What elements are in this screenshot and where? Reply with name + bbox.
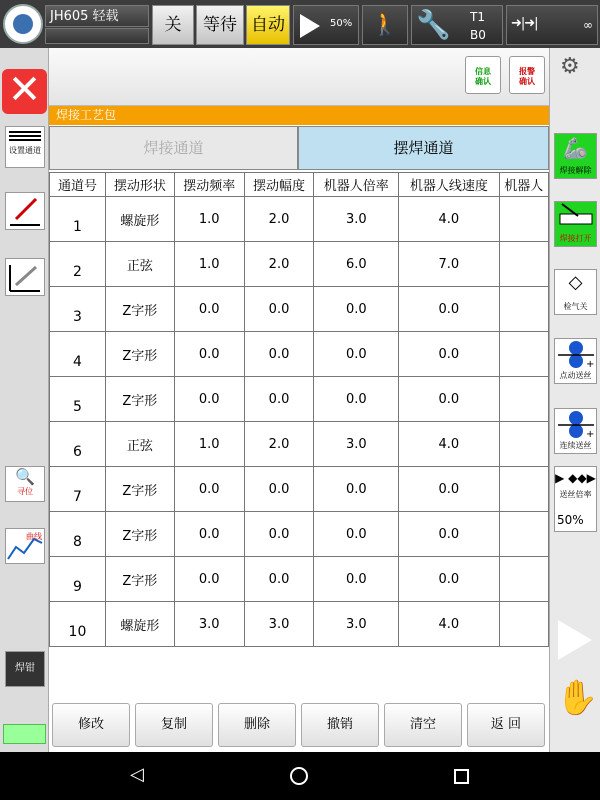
svg-text:+: +: [585, 429, 594, 439]
hand-icon[interactable]: ✋: [556, 678, 599, 718]
play-icon[interactable]: [558, 620, 592, 660]
cell-robot-speed[interactable]: 0.0: [399, 287, 500, 332]
cell-amplitude[interactable]: 2.0: [244, 422, 314, 467]
cell-frequency[interactable]: 1.0: [174, 242, 244, 287]
channel-table-container[interactable]: [49, 172, 549, 694]
shelf-button[interactable]: 焊钳: [5, 651, 45, 687]
table-header-row: [50, 173, 549, 197]
cell-shape[interactable]: Z字形: [105, 467, 174, 512]
cell-amplitude[interactable]: 0.0: [244, 287, 314, 332]
wrench-icon: 🔧: [416, 8, 451, 41]
cell-amplitude[interactable]: 0.0: [244, 332, 314, 377]
cell-robot-more[interactable]: [499, 287, 548, 332]
cell-robot-speed[interactable]: 7.0: [399, 242, 500, 287]
table-row[interactable]: [50, 287, 549, 332]
weld-angle-icon[interactable]: [5, 258, 45, 296]
cell-channel[interactable]: 2: [50, 242, 106, 287]
svg-text:+: +: [585, 359, 594, 369]
tab-bar: [49, 126, 549, 170]
cell-frequency[interactable]: 0.0: [174, 287, 244, 332]
robot-arm-icon[interactable]: ⚙: [560, 54, 580, 79]
menu-lines-icon: [9, 131, 41, 141]
weld-bead-icon: [556, 202, 596, 230]
back-nav-icon[interactable]: ◁: [130, 764, 144, 785]
cell-robot-rate[interactable]: 0.0: [314, 557, 399, 602]
cell-shape[interactable]: Z字形: [105, 557, 174, 602]
cell-shape[interactable]: 正弦: [105, 422, 174, 467]
wait-button[interactable]: 等待: [196, 5, 244, 45]
table-row[interactable]: [50, 242, 549, 287]
cell-robot-rate[interactable]: 6.0: [314, 242, 399, 287]
left-sidebar: [0, 48, 49, 752]
col-header-robot-rate: 机器人倍率: [314, 173, 399, 197]
off-button[interactable]: 关: [152, 5, 194, 45]
cell-robot-more[interactable]: [499, 422, 548, 467]
col-header-amplitude: 摆动幅度: [244, 173, 314, 197]
cell-shape[interactable]: 正弦: [105, 242, 174, 287]
cell-amplitude[interactable]: 0.0: [244, 467, 314, 512]
cell-shape[interactable]: Z字形: [105, 332, 174, 377]
step-run-icon: ➜|➜|: [511, 16, 538, 31]
search-label: 寻位: [17, 487, 33, 496]
cell-robot-more[interactable]: [499, 512, 548, 557]
cell-shape[interactable]: Z字形: [105, 512, 174, 557]
continuous-feed-button[interactable]: [554, 408, 597, 454]
curve-button[interactable]: [5, 528, 45, 564]
play-icon: [300, 14, 320, 38]
cell-shape[interactable]: Z字形: [105, 377, 174, 422]
cell-channel[interactable]: 10: [50, 602, 106, 647]
cell-robot-speed[interactable]: 0.0: [399, 377, 500, 422]
gas-nozzle-icon: ◇: [568, 272, 583, 293]
cell-channel[interactable]: 1: [50, 197, 106, 242]
cell-channel[interactable]: 8: [50, 512, 106, 557]
table-row[interactable]: [50, 467, 549, 512]
cell-frequency[interactable]: 1.0: [174, 197, 244, 242]
channel-table: [49, 172, 549, 647]
undo-button[interactable]: 撤销: [301, 703, 379, 747]
right-sidebar: [549, 48, 600, 752]
table-row[interactable]: [50, 377, 549, 422]
cell-amplitude[interactable]: 2.0: [244, 197, 314, 242]
col-header-robot-speed: 机器人线速度: [399, 173, 500, 197]
jog-feed-label: 点动送丝: [559, 371, 592, 380]
weld-open-button[interactable]: [554, 201, 597, 247]
cell-channel[interactable]: 3: [50, 287, 106, 332]
cell-robot-speed[interactable]: 4.0: [399, 422, 500, 467]
cell-robot-more[interactable]: [499, 602, 548, 647]
weld-release-button[interactable]: [554, 133, 597, 179]
magnifier-icon: 🔍: [15, 467, 35, 486]
home-nav-icon[interactable]: [290, 767, 308, 785]
robot-arm-icon: 🦾: [563, 136, 588, 160]
cell-robot-more[interactable]: [499, 467, 548, 512]
info-confirm-button[interactable]: 信息 确认: [465, 56, 501, 94]
gas-check-button[interactable]: [554, 269, 597, 315]
cell-robot-rate[interactable]: 0.0: [314, 287, 399, 332]
weld-open-label: 焊接打开: [559, 234, 592, 243]
loop-count: ∞: [583, 18, 593, 32]
cell-amplitude[interactable]: 0.0: [244, 512, 314, 557]
cell-frequency[interactable]: 0.0: [174, 557, 244, 602]
feed-rate-value: 50%: [557, 513, 584, 527]
cell-frequency[interactable]: 1.0: [174, 422, 244, 467]
cell-robot-rate[interactable]: 0.0: [314, 332, 399, 377]
cell-robot-speed[interactable]: 4.0: [399, 197, 500, 242]
cell-robot-speed[interactable]: 0.0: [399, 332, 500, 377]
cell-robot-more[interactable]: [499, 242, 548, 287]
tab-swing-weld-channel[interactable]: 摆焊通道: [298, 126, 549, 170]
curve-label: 曲线: [26, 532, 42, 541]
copy-button[interactable]: 复制: [135, 703, 213, 747]
cell-robot-more[interactable]: [499, 332, 548, 377]
wire-feed-icon: [556, 409, 596, 439]
col-header-robot-more: 机器人: [499, 173, 548, 197]
cell-robot-more[interactable]: [499, 377, 548, 422]
cell-robot-rate[interactable]: 0.0: [314, 467, 399, 512]
cell-frequency[interactable]: 0.0: [174, 332, 244, 377]
walk-icon[interactable]: 🚶: [362, 5, 408, 45]
delete-button[interactable]: 删除: [218, 703, 296, 747]
cell-shape[interactable]: 螺旋形: [105, 197, 174, 242]
cell-robot-more[interactable]: [499, 197, 548, 242]
cell-channel[interactable]: 9: [50, 557, 106, 602]
back-button[interactable]: 返 回: [467, 703, 545, 747]
table-row[interactable]: [50, 197, 549, 242]
table-row[interactable]: [50, 557, 549, 602]
col-header-shape: 摆动形状: [105, 173, 174, 197]
col-header-channel: 通道号: [50, 173, 106, 197]
cell-channel[interactable]: 6: [50, 422, 106, 467]
table-row[interactable]: [50, 602, 549, 647]
cell-robot-rate[interactable]: 3.0: [314, 197, 399, 242]
wire-feed-icon: [556, 339, 596, 369]
run-mode-button[interactable]: [506, 5, 598, 45]
logo-icon[interactable]: [3, 4, 43, 44]
bottom-button-bar: [49, 703, 549, 747]
cell-robot-rate[interactable]: 3.0: [314, 602, 399, 647]
jog-feed-button[interactable]: [554, 338, 597, 384]
speed-value: 50%: [330, 18, 353, 29]
cell-robot-speed[interactable]: 0.0: [399, 467, 500, 512]
table-row[interactable]: [50, 332, 549, 377]
close-icon[interactable]: ✕: [2, 69, 47, 114]
feed-rate-button[interactable]: [554, 466, 597, 532]
speed-button[interactable]: [293, 5, 359, 45]
clear-button[interactable]: 清空: [384, 703, 462, 747]
cell-robot-speed[interactable]: 0.0: [399, 512, 500, 557]
continuous-feed-label: 连续送丝: [559, 441, 592, 450]
section-title: 焊接工艺包: [49, 106, 549, 125]
search-position-button[interactable]: [5, 466, 45, 502]
set-channel-button[interactable]: [5, 126, 45, 168]
cell-robot-speed[interactable]: 4.0: [399, 602, 500, 647]
cell-robot-speed[interactable]: 0.0: [399, 557, 500, 602]
weld-torch-icon[interactable]: [5, 192, 45, 230]
robot-name: JH605 轻载: [45, 5, 149, 27]
tool-number: T1: [470, 10, 485, 24]
robot-status-field: [45, 28, 149, 44]
table-row[interactable]: [50, 422, 549, 467]
main-panel: [49, 48, 549, 752]
cell-channel[interactable]: 7: [50, 467, 106, 512]
message-bar: [49, 48, 549, 106]
cell-shape[interactable]: 螺旋形: [105, 602, 174, 647]
cell-channel[interactable]: 4: [50, 332, 106, 377]
alarm-confirm-button[interactable]: 报警 确认: [509, 56, 545, 94]
android-nav-bar: [0, 752, 600, 800]
gas-check-label: 检气关: [563, 302, 588, 311]
col-header-frequency: 摆动频率: [174, 173, 244, 197]
cell-frequency[interactable]: 0.0: [174, 512, 244, 557]
cell-frequency[interactable]: 0.0: [174, 377, 244, 422]
cell-amplitude[interactable]: 3.0: [244, 602, 314, 647]
tab-weld-channel[interactable]: 焊接通道: [49, 126, 298, 170]
feed-rate-label: 送丝倍率: [559, 490, 592, 499]
cell-amplitude[interactable]: 0.0: [244, 377, 314, 422]
cell-channel[interactable]: 5: [50, 377, 106, 422]
cell-robot-rate[interactable]: 0.0: [314, 512, 399, 557]
table-row[interactable]: [50, 512, 549, 557]
cell-frequency[interactable]: 3.0: [174, 602, 244, 647]
cell-shape[interactable]: Z字形: [105, 287, 174, 332]
base-number: B0: [470, 28, 486, 42]
cell-robot-rate[interactable]: 0.0: [314, 377, 399, 422]
recent-apps-icon[interactable]: [454, 769, 469, 784]
weld-release-label: 焊接解除: [559, 166, 592, 175]
set-channel-label: 设置通道: [9, 146, 41, 155]
tool-coordinate-button[interactable]: [411, 5, 503, 45]
auto-mode-button[interactable]: 自动: [246, 5, 290, 45]
cell-amplitude[interactable]: 0.0: [244, 557, 314, 602]
cell-frequency[interactable]: 0.0: [174, 467, 244, 512]
top-status-bar: [0, 0, 600, 48]
cell-amplitude[interactable]: 2.0: [244, 242, 314, 287]
feed-rate-icon: ▶ ◆◆▶: [555, 471, 596, 485]
cell-robot-more[interactable]: [499, 557, 548, 602]
modify-button[interactable]: 修改: [52, 703, 130, 747]
status-indicator: [3, 724, 46, 744]
cell-robot-rate[interactable]: 3.0: [314, 422, 399, 467]
